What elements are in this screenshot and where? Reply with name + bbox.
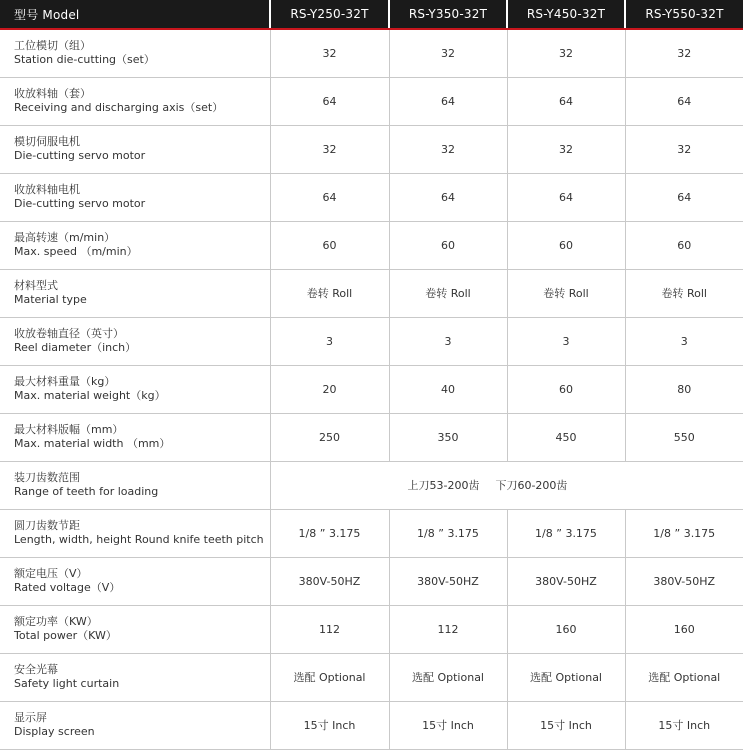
table-row [0, 317, 743, 365]
table-cell: 64 [270, 77, 389, 125]
row-label-zh: 装刀齿数范围 [14, 471, 80, 484]
row-label [0, 653, 270, 701]
table-cell: 32 [270, 125, 389, 173]
row-label [0, 221, 270, 269]
row-label-en: Max. material width （mm） [14, 437, 171, 450]
row-label-en: Max. speed （m/min） [14, 245, 138, 258]
model-header: 型号 Model [0, 0, 270, 29]
table-cell: 20 [270, 365, 389, 413]
table-row [0, 77, 743, 125]
row-label-zh: 最大材料重量（kg） [14, 375, 116, 388]
row-label-en: Length, width, height Round knife teeth pitch [14, 533, 264, 546]
row-label-en: Receiving and discharging axis（set） [14, 101, 224, 114]
table-row [0, 605, 743, 653]
table-row [0, 365, 743, 413]
row-label-zh: 额定功率（KW） [14, 615, 98, 628]
table-cell: 250 [270, 413, 389, 461]
table-row [0, 557, 743, 605]
table-cell: 32 [507, 125, 625, 173]
row-label [0, 413, 270, 461]
table-cell: 卷转 Roll [625, 269, 743, 317]
table-cell: 160 [507, 605, 625, 653]
row-label-zh: 额定电压（V） [14, 567, 88, 580]
row-label [0, 29, 270, 77]
row-label-zh: 材料型式 [14, 279, 58, 292]
table-cell: 1/8 ” 3.175 [389, 509, 507, 557]
row-label-zh: 收放料轴电机 [14, 183, 80, 196]
table-cell: 550 [625, 413, 743, 461]
table-cell: 60 [507, 221, 625, 269]
table-cell: 选配 Optional [389, 653, 507, 701]
table-row [0, 221, 743, 269]
table-row [0, 269, 743, 317]
model-column-header: RS-Y450-32T [507, 0, 625, 29]
table-cell: 32 [389, 125, 507, 173]
table-cell: 1/8 ” 3.175 [270, 509, 389, 557]
row-label-zh: 显示屏 [14, 711, 47, 724]
row-label-en: Total power（KW） [14, 629, 117, 642]
row-label-zh: 模切伺服电机 [14, 135, 80, 148]
table-cell: 32 [625, 125, 743, 173]
table-cell: 1/8 ” 3.175 [507, 509, 625, 557]
table-cell: 15寸 Inch [625, 701, 743, 749]
row-label-en: Rated voltage（V） [14, 581, 121, 594]
row-label-zh: 工位模切（组） [14, 39, 91, 53]
upper-knife-teeth: 上刀53-200齿 [407, 479, 480, 492]
row-label-en: Range of teeth for loading [14, 485, 159, 498]
row-label-en: Die-cutting servo motor [14, 197, 146, 210]
table-cell: 350 [389, 413, 507, 461]
row-label-zh: 安全光幕 [14, 663, 58, 676]
table-cell: 64 [507, 173, 625, 221]
table-cell: 15寸 Inch [270, 701, 389, 749]
row-label-en: Die-cutting servo motor [14, 149, 146, 162]
table-cell: 112 [270, 605, 389, 653]
table-cell: 卷转 Roll [507, 269, 625, 317]
table-cell: 60 [507, 365, 625, 413]
table-cell: 64 [270, 173, 389, 221]
table-cell: 380V-50HZ [270, 557, 389, 605]
table-row [0, 701, 743, 749]
table-cell: 卷转 Roll [270, 269, 389, 317]
table-cell: 32 [270, 29, 389, 77]
table-cell: 32 [507, 29, 625, 77]
table-cell: 1/8 ” 3.175 [625, 509, 743, 557]
row-label-zh: 圆刀齿数节距 [14, 519, 80, 532]
table-row [0, 509, 743, 557]
table-body [0, 29, 743, 749]
row-label-en: Station die-cutting（set） [14, 53, 155, 67]
table-cell: 15寸 Inch [389, 701, 507, 749]
table-cell: 64 [625, 77, 743, 125]
row-label-en: Reel diameter（inch） [14, 341, 137, 354]
row-label [0, 365, 270, 413]
row-label-zh: 最高转速（m/min） [14, 231, 116, 244]
table-cell: 60 [625, 221, 743, 269]
table-cell: 80 [625, 365, 743, 413]
table-cell: 3 [507, 317, 625, 365]
row-label [0, 509, 270, 557]
model-column-header: RS-Y550-32T [625, 0, 743, 29]
table-cell: 选配 Optional [625, 653, 743, 701]
table-cell: 40 [389, 365, 507, 413]
model-column-header: RS-Y250-32T [270, 0, 389, 29]
table-row [0, 125, 743, 173]
table-header [0, 0, 743, 29]
table-cell: 60 [389, 221, 507, 269]
row-label [0, 269, 270, 317]
row-label-zh: 收放卷轴直径（英寸） [14, 327, 124, 340]
table-cell: 380V-50HZ [389, 557, 507, 605]
table-cell: 64 [389, 77, 507, 125]
table-cell: 3 [625, 317, 743, 365]
row-label-en: Material type [14, 293, 87, 306]
table-cell: 卷转 Roll [389, 269, 507, 317]
table-cell: 32 [389, 29, 507, 77]
lower-knife-teeth: 下刀60-200齿 [495, 479, 568, 492]
row-label [0, 173, 270, 221]
table-cell: 450 [507, 413, 625, 461]
table-cell: 60 [270, 221, 389, 269]
row-label [0, 125, 270, 173]
row-label [0, 461, 270, 509]
header-row [0, 0, 743, 29]
row-label-en: Display screen [14, 725, 95, 738]
table-cell: 64 [507, 77, 625, 125]
table-row [0, 173, 743, 221]
table-cell: 3 [270, 317, 389, 365]
row-label [0, 317, 270, 365]
row-label-en: Max. material weight（kg） [14, 389, 166, 402]
table-cell: 32 [625, 29, 743, 77]
row-label-en: Safety light curtain [14, 677, 120, 690]
table-row [0, 413, 743, 461]
row-label-zh: 最大材料版幅（mm） [14, 423, 124, 436]
row-label [0, 605, 270, 653]
row-label [0, 77, 270, 125]
table-row [0, 29, 743, 77]
table-cell: 112 [389, 605, 507, 653]
row-label [0, 701, 270, 749]
model-column-header: RS-Y350-32T [389, 0, 507, 29]
row-label [0, 557, 270, 605]
row-label-zh: 收放料轴（套） [14, 87, 91, 100]
table-cell: 3 [389, 317, 507, 365]
table-cell: 选配 Optional [270, 653, 389, 701]
table-row [0, 653, 743, 701]
table-cell: 选配 Optional [507, 653, 625, 701]
table-cell: 380V-50HZ [625, 557, 743, 605]
table-cell: 15寸 Inch [507, 701, 625, 749]
table-row [0, 461, 743, 509]
merged-cell [270, 461, 743, 509]
table-cell: 380V-50HZ [507, 557, 625, 605]
table-cell: 160 [625, 605, 743, 653]
table-cell: 64 [625, 173, 743, 221]
table-cell: 64 [389, 173, 507, 221]
